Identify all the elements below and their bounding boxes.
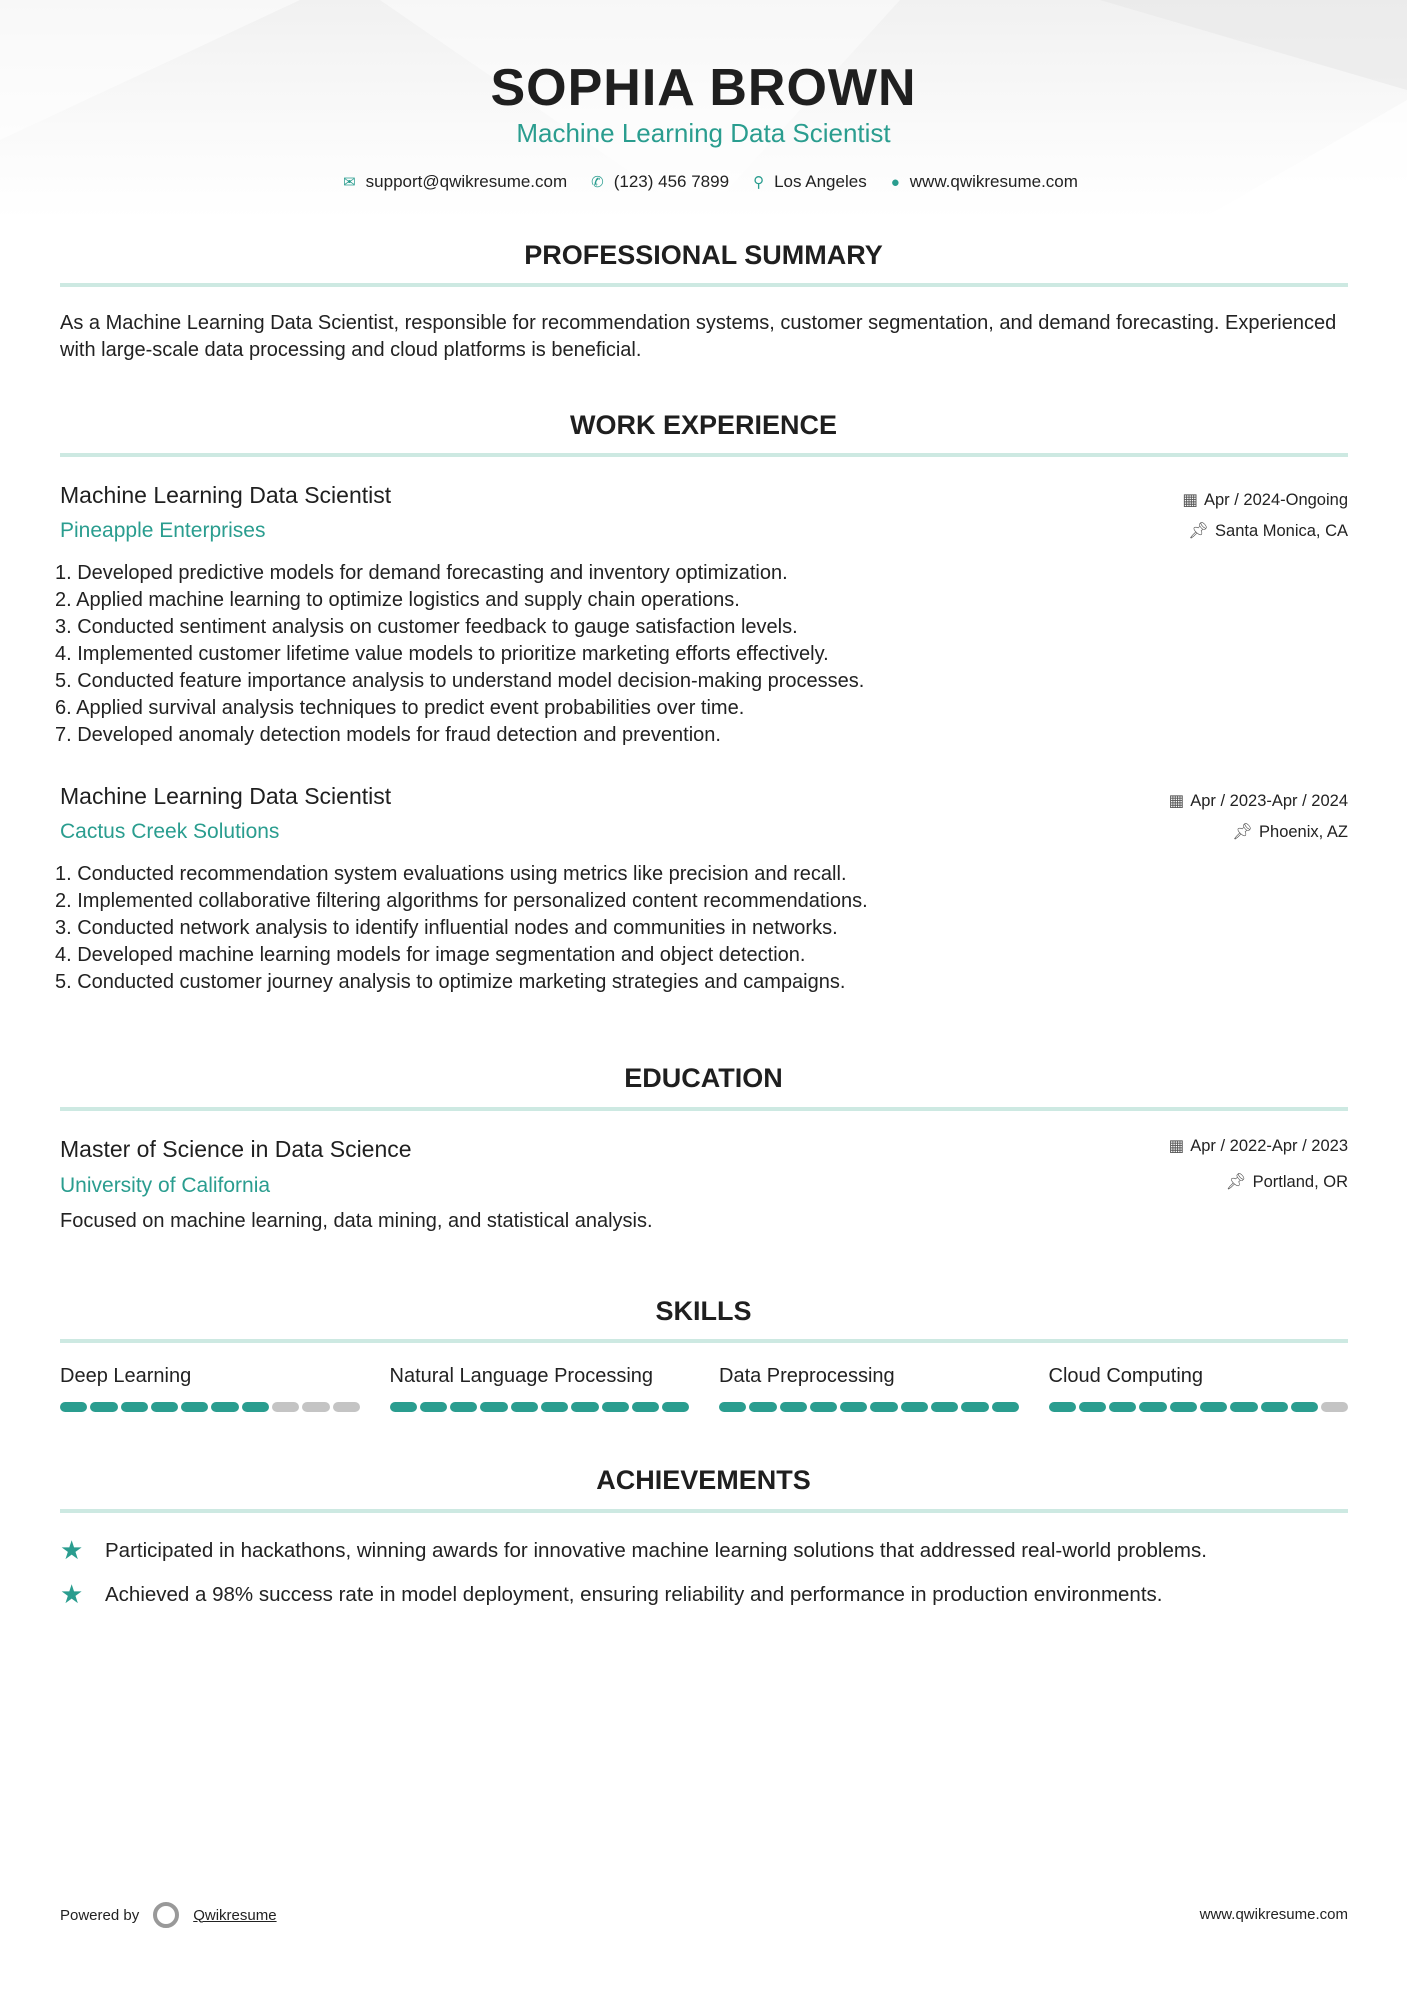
- achievements-heading: ACHIEVEMENTS: [596, 1465, 811, 1495]
- education-heading: EDUCATION: [624, 1063, 783, 1093]
- list-item: 5. Conducted customer journey analysis to optimize marketing strategies and campaigns.: [55, 971, 846, 993]
- skill-item: [1049, 1365, 1349, 1412]
- date-text: Apr / 2023-Apr / 2024: [1190, 792, 1348, 810]
- divider: [60, 283, 1348, 287]
- filled-dot: [511, 1402, 538, 1412]
- pin-icon: 📌︎: [1188, 522, 1210, 540]
- job-duties: [55, 560, 864, 749]
- filled-dot: [420, 1402, 447, 1412]
- list-item: 1. Developed predictive models for demand forecasting and inventory optimization.: [55, 562, 788, 584]
- powered-by-label: Powered by: [60, 1906, 140, 1924]
- list-item: 2. Implemented collaborative filtering algorithms for personalized content recommendations.: [55, 890, 868, 912]
- list-item: 5. Conducted feature importance analysis to understand model decision-making processes.: [55, 670, 865, 692]
- summary-text: As a Machine Learning Data Scientist, responsible for recommendation systems, customer segmentation, and demand forecasting. Experienced with large-scale data processing and cloud platforms is beneficial.: [60, 312, 1337, 361]
- skill-level-bar: [390, 1402, 690, 1412]
- star-icon: ★: [60, 1535, 84, 1565]
- website[interactable]: www.qwikresume.com: [909, 172, 1078, 191]
- filled-dot: [602, 1402, 629, 1412]
- list-item: 3. Conducted network analysis to identify influential nodes and communities in networks.: [55, 917, 838, 939]
- job-role: Machine Learning Data Scientist: [60, 783, 392, 809]
- filled-dot: [541, 1402, 568, 1412]
- envelope-icon: ✉: [343, 174, 356, 191]
- list-item: 1. Conducted recommendation system evaluations using metrics like precision and recall.: [55, 863, 847, 885]
- job-company: Cactus Creek Solutions: [60, 820, 280, 843]
- candidate-title: Machine Learning Data Scientist: [516, 118, 891, 148]
- empty-dot: [1321, 1402, 1348, 1412]
- filled-dot: [632, 1402, 659, 1412]
- filled-dot: [1109, 1402, 1136, 1412]
- filled-dot: [961, 1402, 988, 1412]
- filled-dot: [121, 1402, 148, 1412]
- job-location: [1232, 823, 1348, 842]
- filled-dot: [662, 1402, 689, 1412]
- skill-item: [390, 1365, 690, 1412]
- footer-brand: [60, 1902, 277, 1928]
- edu-location: [1226, 1173, 1348, 1192]
- empty-dot: [333, 1402, 360, 1412]
- job-company: Pineapple Enterprises: [60, 519, 266, 542]
- filled-dot: [242, 1402, 269, 1412]
- filled-dot: [870, 1402, 897, 1412]
- list-item: 6. Applied survival analysis techniques to predict event probabilities over time.: [55, 697, 745, 719]
- achievement-item: [60, 1579, 1162, 1610]
- qwikresume-logo-icon: [153, 1902, 179, 1928]
- list-item: 7. Developed anomaly detection models for fraud detection and prevention.: [55, 724, 721, 746]
- filled-dot: [1291, 1402, 1318, 1412]
- filled-dot: [450, 1402, 477, 1412]
- filled-dot: [901, 1402, 928, 1412]
- skill-level-bar: [719, 1402, 1019, 1412]
- job-date: [1182, 490, 1348, 510]
- divider: [60, 1339, 1348, 1343]
- filled-dot: [1049, 1402, 1076, 1412]
- list-item: 4. Developed machine learning models for image segmentation and object detection.: [55, 944, 806, 966]
- calendar-icon: ▦: [1182, 491, 1198, 509]
- empty-dot: [302, 1402, 329, 1412]
- empty-dot: [272, 1402, 299, 1412]
- filled-dot: [90, 1402, 117, 1412]
- filled-dot: [60, 1402, 87, 1412]
- filled-dot: [1139, 1402, 1166, 1412]
- filled-dot: [992, 1402, 1019, 1412]
- edu-description: Focused on machine learning, data mining, and statistical analysis.: [60, 1210, 653, 1232]
- filled-dot: [211, 1402, 238, 1412]
- location-text: Santa Monica, CA: [1215, 522, 1348, 540]
- footer-website[interactable]: www.qwikresume.com: [1199, 1906, 1348, 1923]
- location-text: Phoenix, AZ: [1259, 823, 1348, 841]
- email[interactable]: support@qwikresume.com: [365, 172, 568, 191]
- filled-dot: [749, 1402, 776, 1412]
- filled-dot: [1170, 1402, 1197, 1412]
- filled-dot: [181, 1402, 208, 1412]
- candidate-name: SOPHIA BROWN: [490, 59, 917, 117]
- filled-dot: [810, 1402, 837, 1412]
- job-date: [1169, 791, 1348, 811]
- filled-dot: [571, 1402, 598, 1412]
- filled-dot: [840, 1402, 867, 1412]
- filled-dot: [480, 1402, 507, 1412]
- date-text: Apr / 2022-Apr / 2023: [1190, 1137, 1348, 1155]
- calendar-icon: ▦: [1168, 1137, 1185, 1155]
- phone-icon: ✆: [591, 174, 604, 191]
- skill-level-bar: [60, 1402, 360, 1412]
- date-text: Apr / 2024-Ongoing: [1203, 491, 1348, 509]
- achievement-text: Achieved a 98% success rate in model deployment, ensuring reliability and performance in production environments.: [105, 1582, 1163, 1606]
- star-icon: ★: [60, 1579, 84, 1609]
- skill-item: [60, 1365, 360, 1412]
- phone: (123) 456 7899: [613, 172, 730, 191]
- pin-icon: 📌︎: [1225, 1173, 1247, 1191]
- skill-name: Data Preprocessing: [719, 1365, 895, 1387]
- map-marker-icon: ⚲: [753, 174, 765, 191]
- filled-dot: [931, 1402, 958, 1412]
- filled-dot: [719, 1402, 746, 1412]
- list-item: 4. Implemented customer lifetime value models to prioritize marketing efforts effectively.: [55, 643, 829, 665]
- skill-name: Deep Learning: [60, 1365, 192, 1387]
- edu-date: [1169, 1136, 1348, 1156]
- experience-heading: WORK EXPERIENCE: [569, 410, 838, 440]
- filled-dot: [1079, 1402, 1106, 1412]
- skill-name: Cloud Computing: [1048, 1365, 1204, 1387]
- globe-icon: ●: [890, 173, 900, 191]
- filled-dot: [390, 1402, 417, 1412]
- filled-dot: [780, 1402, 807, 1412]
- job-duties: [55, 861, 868, 996]
- skills-heading: SKILLS: [655, 1296, 752, 1326]
- contact-row: [0, 172, 1407, 192]
- filled-dot: [1200, 1402, 1227, 1412]
- school: University of California: [60, 1174, 271, 1197]
- degree: Master of Science in Data Science: [60, 1136, 412, 1162]
- achievement-text: Participated in hackathons, winning awards for innovative machine learning solutions that addressed real-world problems.: [105, 1538, 1207, 1562]
- skill-level-bar: [1049, 1402, 1349, 1412]
- brand-link[interactable]: Qwikresume: [193, 1906, 277, 1924]
- filled-dot: [1261, 1402, 1288, 1412]
- divider: [60, 1509, 1348, 1513]
- filled-dot: [1230, 1402, 1257, 1412]
- job-role: Machine Learning Data Scientist: [60, 482, 392, 508]
- list-item: 2. Applied machine learning to optimize logistics and supply chain operations.: [55, 589, 740, 611]
- skill-item: [719, 1365, 1019, 1412]
- summary-heading: PROFESSIONAL SUMMARY: [524, 240, 883, 270]
- job-location: [1188, 522, 1348, 541]
- location-text: Portland, OR: [1252, 1173, 1348, 1191]
- divider: [60, 1107, 1348, 1111]
- achievement-item: [60, 1535, 1207, 1566]
- pin-icon: 📌︎: [1232, 823, 1254, 841]
- location: Los Angeles: [774, 172, 867, 191]
- calendar-icon: ▦: [1168, 792, 1185, 810]
- divider: [60, 453, 1348, 457]
- filled-dot: [151, 1402, 178, 1412]
- skill-name: Natural Language Processing: [389, 1365, 654, 1387]
- list-item: 3. Conducted sentiment analysis on customer feedback to gauge satisfaction levels.: [55, 616, 798, 638]
